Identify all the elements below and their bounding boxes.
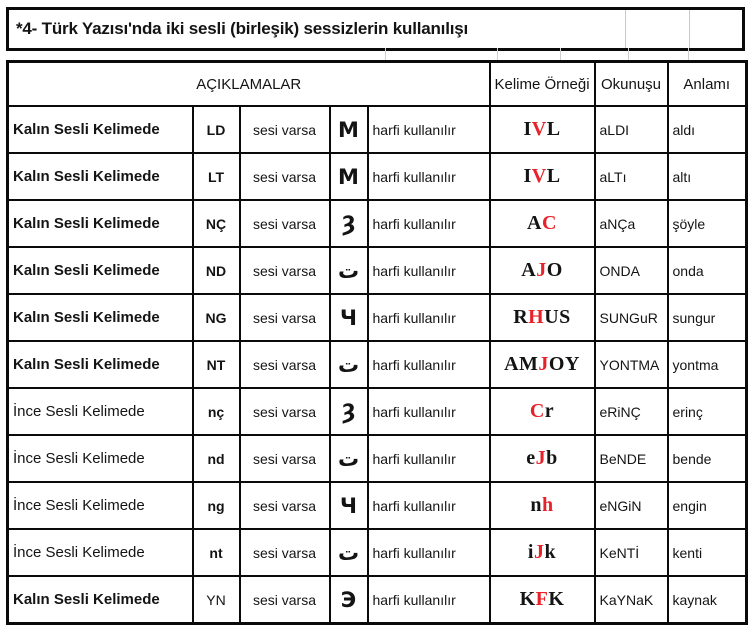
cell-anlami: kaynak xyxy=(668,576,747,624)
cell-harfi-kullanilir: harfi kullanılır xyxy=(368,388,490,435)
word-letter: S xyxy=(559,306,571,328)
cell-sesi-varsa: sesi varsa xyxy=(240,341,330,388)
cell-letter-pair: NÇ xyxy=(193,200,240,247)
cell-harfi-kullanilir: harfi kullanılır xyxy=(368,341,490,388)
cell-anlami: altı xyxy=(668,153,747,200)
cell-kelime-ornegi xyxy=(490,341,595,388)
cell-anlami: yontma xyxy=(668,341,747,388)
cell-sesi-varsa: sesi varsa xyxy=(240,435,330,482)
table-row xyxy=(8,388,747,435)
cell-kelime-ornegi xyxy=(490,153,595,200)
word-letter: n xyxy=(530,494,542,516)
cell-letter-pair: LT xyxy=(193,153,240,200)
cell-orkhon-glyph: Ȝ xyxy=(330,388,368,435)
gridline-vertical xyxy=(628,48,629,60)
cell-harfi-kullanilir: harfi kullanılır xyxy=(368,200,490,247)
cell-okunusu: BeNDE xyxy=(595,435,668,482)
word-letter: e xyxy=(526,447,536,469)
word-letter: k xyxy=(544,541,557,563)
cell-sesi-varsa: sesi varsa xyxy=(240,153,330,200)
cell-kelimede: Kalın Sesli Kelimede xyxy=(8,294,193,341)
word-letter: i xyxy=(527,541,534,563)
word-letter-highlighted: h xyxy=(542,494,554,516)
cell-kelimede: İnce Sesli Kelimede xyxy=(8,482,193,529)
word-letter: I xyxy=(523,165,532,187)
cell-okunusu: KaYNaK xyxy=(595,576,668,624)
gridline-vertical xyxy=(688,48,689,60)
word-letter: r xyxy=(544,400,555,422)
gridline-vertical xyxy=(385,48,386,60)
cell-kelime-ornegi xyxy=(490,576,595,624)
word-letter: b xyxy=(546,447,558,469)
gridline-vertical xyxy=(560,48,561,60)
cell-sesi-varsa: sesi varsa xyxy=(240,388,330,435)
gridline-vertical xyxy=(689,10,690,48)
cell-kelime-ornegi xyxy=(490,106,595,153)
cell-kelime-ornegi xyxy=(490,388,595,435)
cell-kelimede: İnce Sesli Kelimede xyxy=(8,435,193,482)
cell-harfi-kullanilir: harfi kullanılır xyxy=(368,294,490,341)
word-letter-highlighted: F xyxy=(535,588,549,610)
letters-table xyxy=(6,60,748,625)
cell-kelimede: Kalın Sesli Kelimede xyxy=(8,247,193,294)
cell-kelime-ornegi xyxy=(490,435,595,482)
page-title: *4- Türk Yazısı'nda iki sesli (birleşik) sessizlerin kullanılışı xyxy=(16,19,469,38)
table-row xyxy=(8,529,747,576)
word-letter-highlighted: V xyxy=(531,118,547,140)
cell-orkhon-glyph: ت xyxy=(330,247,368,294)
cell-okunusu: SUNGuR xyxy=(595,294,668,341)
table-row xyxy=(8,200,747,247)
cell-okunusu: eNGiN xyxy=(595,482,668,529)
word-letter: A xyxy=(504,353,520,375)
word-letter-highlighted: H xyxy=(528,306,545,328)
word-letter: L xyxy=(546,165,561,187)
cell-anlami: sungur xyxy=(668,294,747,341)
cell-sesi-varsa: sesi varsa xyxy=(240,529,330,576)
cell-kelimede: Kalın Sesli Kelimede xyxy=(8,576,193,624)
header-aciklamalar: AÇIKLAMALAR xyxy=(8,62,490,107)
cell-anlami: şöyle xyxy=(668,200,747,247)
table-row xyxy=(8,341,747,388)
cell-orkhon-glyph: Ч xyxy=(330,294,368,341)
cell-okunusu: KeNTİ xyxy=(595,529,668,576)
cell-sesi-varsa: sesi varsa xyxy=(240,576,330,624)
cell-harfi-kullanilir: harfi kullanılır xyxy=(368,247,490,294)
cell-letter-pair: NG xyxy=(193,294,240,341)
cell-letter-pair: nt xyxy=(193,529,240,576)
cell-harfi-kullanilir: harfi kullanılır xyxy=(368,576,490,624)
table-row xyxy=(8,294,747,341)
cell-okunusu: aLDI xyxy=(595,106,668,153)
word-letter: A xyxy=(527,212,542,234)
word-letter: R xyxy=(513,306,529,328)
cell-kelime-ornegi xyxy=(490,294,595,341)
cell-kelime-ornegi xyxy=(490,482,595,529)
word-letter-highlighted: J xyxy=(536,259,547,281)
cell-orkhon-glyph: ت xyxy=(330,341,368,388)
cell-anlami: erinç xyxy=(668,388,747,435)
cell-orkhon-glyph: M xyxy=(330,153,368,200)
cell-okunusu: aLTı xyxy=(595,153,668,200)
word-letter: L xyxy=(546,118,561,140)
cell-kelimede: Kalın Sesli Kelimede xyxy=(8,153,193,200)
cell-kelime-ornegi xyxy=(490,529,595,576)
cell-anlami: bende xyxy=(668,435,747,482)
word-letter-highlighted: J xyxy=(535,447,547,469)
word-letter: O xyxy=(548,353,565,375)
word-letter: K xyxy=(548,588,565,610)
cell-sesi-varsa: sesi varsa xyxy=(240,200,330,247)
cell-letter-pair: ND xyxy=(193,247,240,294)
table-row xyxy=(8,106,747,153)
cell-sesi-varsa: sesi varsa xyxy=(240,247,330,294)
word-letter-highlighted: C xyxy=(542,212,557,234)
word-letter: M xyxy=(519,353,539,375)
cell-anlami: kenti xyxy=(668,529,747,576)
cell-orkhon-glyph: Ȝ xyxy=(330,200,368,247)
table-row xyxy=(8,482,747,529)
header-okunusu: Okunuşu xyxy=(595,62,668,107)
word-letter: O xyxy=(546,259,563,281)
word-letter-highlighted: J xyxy=(533,541,545,563)
cell-orkhon-glyph: ت xyxy=(330,529,368,576)
word-letter-highlighted: J xyxy=(538,353,549,375)
table-row xyxy=(8,153,747,200)
cell-kelimede: Kalın Sesli Kelimede xyxy=(8,200,193,247)
word-letter: U xyxy=(544,306,560,328)
cell-letter-pair: NT xyxy=(193,341,240,388)
cell-kelimede: İnce Sesli Kelimede xyxy=(8,388,193,435)
cell-anlami: onda xyxy=(668,247,747,294)
title-box xyxy=(6,7,745,51)
header-kelime-ornegi: Kelime Örneği xyxy=(490,62,595,107)
cell-anlami: engin xyxy=(668,482,747,529)
cell-orkhon-glyph: Ч xyxy=(330,482,368,529)
cell-okunusu: aNÇa xyxy=(595,200,668,247)
word-letter: I xyxy=(523,118,532,140)
word-letter: A xyxy=(521,259,537,281)
word-letter: Y xyxy=(564,353,580,375)
cell-harfi-kullanilir: harfi kullanılır xyxy=(368,529,490,576)
word-letter-highlighted: V xyxy=(531,165,547,187)
cell-anlami: aldı xyxy=(668,106,747,153)
cell-kelime-ornegi xyxy=(490,247,595,294)
table-row xyxy=(8,247,747,294)
cell-kelime-ornegi xyxy=(490,200,595,247)
cell-okunusu: eRiNÇ xyxy=(595,388,668,435)
cell-kelimede: Kalın Sesli Kelimede xyxy=(8,341,193,388)
word-letter-highlighted: C xyxy=(529,400,545,422)
cell-harfi-kullanilir: harfi kullanılır xyxy=(368,482,490,529)
cell-orkhon-glyph: M xyxy=(330,106,368,153)
cell-harfi-kullanilir: harfi kullanılır xyxy=(368,106,490,153)
cell-sesi-varsa: sesi varsa xyxy=(240,482,330,529)
cell-sesi-varsa: sesi varsa xyxy=(240,106,330,153)
cell-sesi-varsa: sesi varsa xyxy=(240,294,330,341)
header-row xyxy=(8,62,747,107)
cell-okunusu: YONTMA xyxy=(595,341,668,388)
gridline-vertical xyxy=(625,10,626,48)
cell-harfi-kullanilir: harfi kullanılır xyxy=(368,153,490,200)
table-body xyxy=(8,106,747,624)
cell-kelimede: Kalın Sesli Kelimede xyxy=(8,106,193,153)
cell-orkhon-glyph: ت xyxy=(330,435,368,482)
table-row xyxy=(8,576,747,624)
cell-okunusu: ONDA xyxy=(595,247,668,294)
table-row xyxy=(8,435,747,482)
cell-letter-pair: nd xyxy=(193,435,240,482)
header-anlami: Anlamı xyxy=(668,62,747,107)
cell-letter-pair: YN xyxy=(193,576,240,624)
cell-letter-pair: ng xyxy=(193,482,240,529)
gridline-vertical xyxy=(497,48,498,60)
cell-harfi-kullanilir: harfi kullanılır xyxy=(368,435,490,482)
cell-kelimede: İnce Sesli Kelimede xyxy=(8,529,193,576)
word-letter: K xyxy=(519,588,536,610)
cell-letter-pair: nç xyxy=(193,388,240,435)
cell-orkhon-glyph: Э xyxy=(330,576,368,624)
cell-letter-pair: LD xyxy=(193,106,240,153)
